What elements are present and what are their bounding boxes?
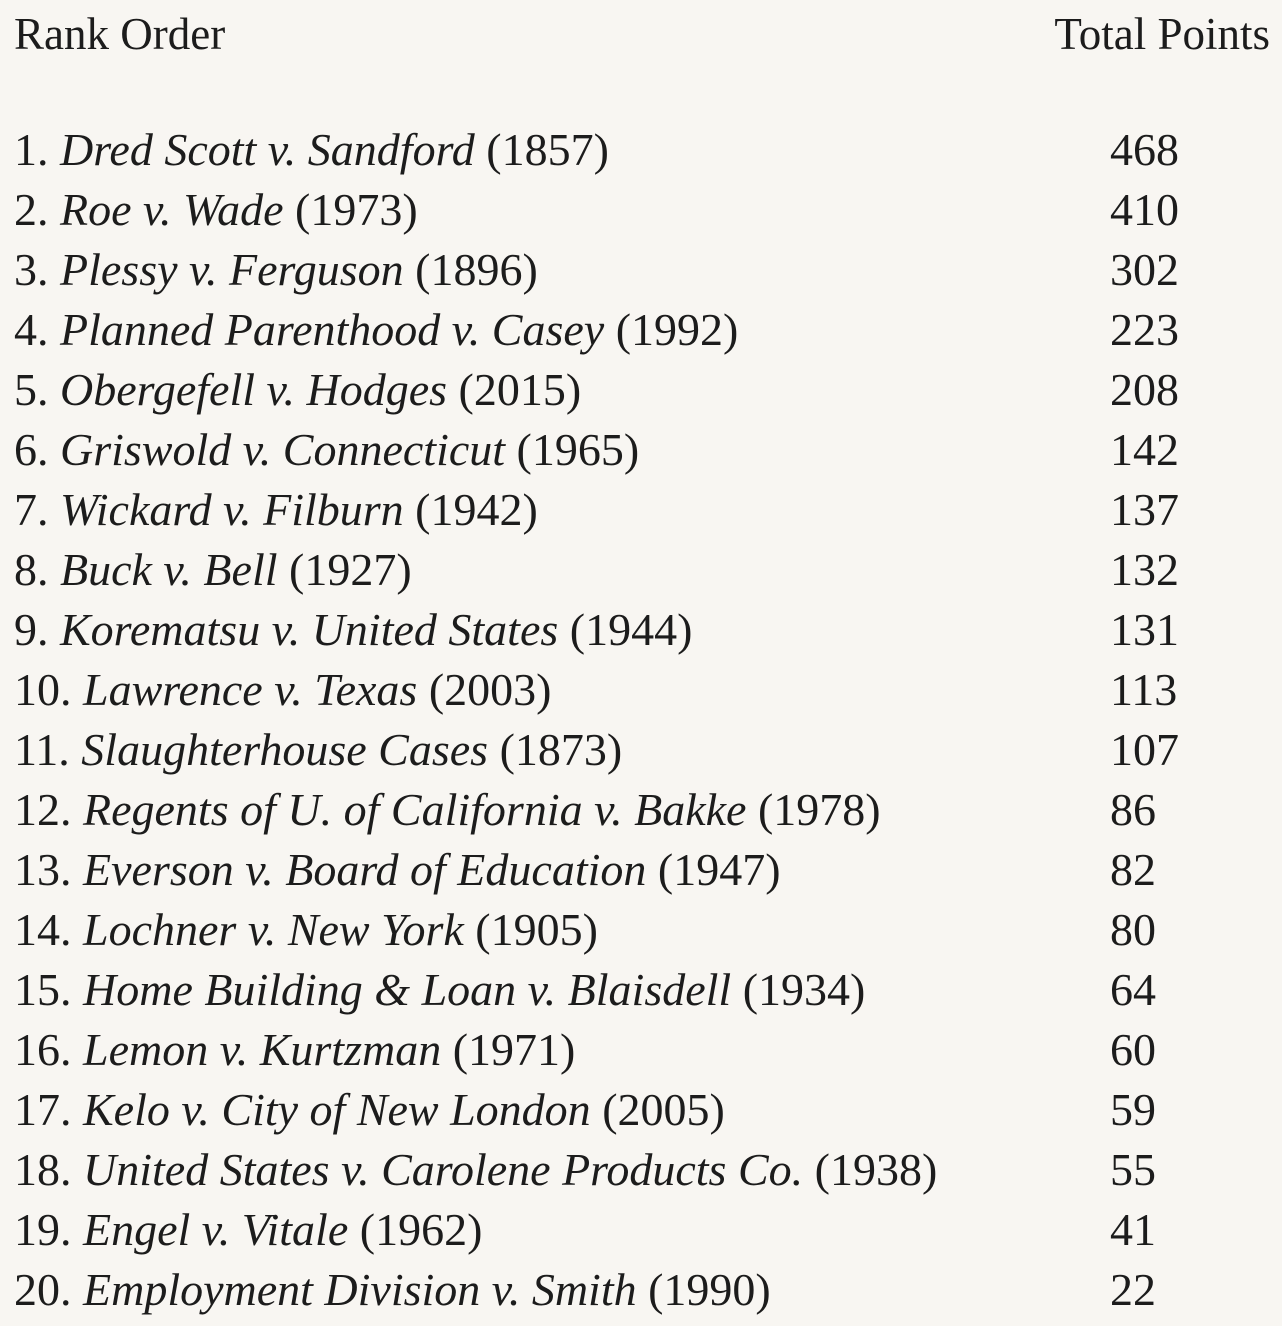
table-row [0,1260,1282,1320]
case-year: (1947) [657,844,781,895]
case-year: (1873) [499,724,623,775]
case-name: Planned Parenthood v. Casey [60,304,605,355]
table-row [0,120,1282,180]
case-entry [14,300,738,360]
table-row [0,360,1282,420]
rank-number: 7. [14,484,49,535]
case-entry [14,540,412,600]
case-entry [14,780,881,840]
case-name: Obergefell v. Hodges [60,364,448,415]
rank-number: 8. [14,544,49,595]
table-row [0,300,1282,360]
total-points-value: 22 [1110,1264,1156,1315]
rank-number: 18. [14,1144,72,1195]
total-points-value: 132 [1110,544,1179,595]
rank-number: 10. [14,664,72,715]
table-row [0,660,1282,720]
case-year: (1962) [359,1204,483,1255]
rank-number: 4. [14,304,49,355]
rank-number: 16. [14,1024,72,1075]
case-entry [14,1080,725,1140]
rank-number: 19. [14,1204,72,1255]
total-points-value: 59 [1110,1084,1156,1135]
rank-number: 11. [14,724,70,775]
case-year: (1942) [415,484,538,535]
total-points-value: 131 [1110,604,1179,655]
case-entry [14,960,865,1020]
case-year: (1965) [516,424,640,475]
case-year: (1973) [295,184,418,235]
total-points-value: 468 [1110,124,1179,175]
case-name: Lawrence v. Texas [83,664,418,715]
rank-number: 2. [14,184,49,235]
case-entry [14,900,598,960]
case-name: Lemon v. Kurtzman [83,1024,442,1075]
case-entry [14,120,609,180]
case-entry [14,180,418,240]
rank-number: 15. [14,964,72,1015]
rank-number: 14. [14,904,72,955]
case-entry [14,600,692,660]
case-year: (1896) [415,244,538,295]
case-name: Everson v. Board of Education [83,844,647,895]
case-entry [14,720,622,780]
case-year: (1927) [289,544,412,595]
rank-number: 6. [14,424,49,475]
case-year: (1905) [475,904,598,955]
table-row [0,1080,1282,1140]
case-name: Regents of U. of California v. Bakke [83,784,747,835]
total-points-value: 55 [1110,1144,1156,1195]
table-row [0,420,1282,480]
case-year: (1971) [452,1024,576,1075]
case-name: Korematsu v. United States [60,604,559,655]
case-year: (1992) [615,304,739,355]
case-name: Slaughterhouse Cases [81,724,489,775]
case-entry [14,360,581,420]
total-points-value: 80 [1110,904,1156,955]
total-points-value: 86 [1110,784,1156,835]
table-row [0,1200,1282,1260]
case-year: (2003) [428,664,552,715]
case-entry [14,1200,482,1260]
case-year: (1990) [648,1264,771,1315]
case-name: Lochner v. New York [83,904,464,955]
case-year: (1857) [486,124,609,175]
rank-number: 5. [14,364,49,415]
table-row [0,840,1282,900]
total-points-value: 113 [1110,664,1178,715]
table-row [0,180,1282,240]
total-points-value: 82 [1110,844,1156,895]
case-name: Engel v. Vitale [83,1204,349,1255]
total-points-value: 41 [1110,1204,1156,1255]
table-row [0,720,1282,780]
ranked-case-list [0,120,1282,1320]
table-row [0,960,1282,1020]
total-points-value: 107 [1110,724,1179,775]
case-name: Buck v. Bell [60,544,278,595]
case-year: (1978) [757,784,881,835]
table-row [0,900,1282,960]
case-year: (1934) [742,964,866,1015]
case-year: (2005) [602,1084,725,1135]
case-entry [14,1020,575,1080]
case-entry [14,660,551,720]
table-row [0,240,1282,300]
total-points-value: 410 [1110,184,1179,235]
table-row [0,780,1282,840]
case-entry [14,420,639,480]
rank-number: 9. [14,604,49,655]
case-name: Griswold v. Connecticut [60,424,506,475]
rank-number: 13. [14,844,72,895]
total-points-value: 302 [1110,244,1179,295]
case-name: Roe v. Wade [60,184,284,235]
table-row [0,1140,1282,1200]
case-year: (2015) [458,364,582,415]
case-name: Plessy v. Ferguson [60,244,404,295]
rank-number: 12. [14,784,72,835]
case-name: Wickard v. Filburn [60,484,404,535]
total-points-value: 208 [1110,364,1179,415]
rank-number: 3. [14,244,49,295]
case-name: Employment Division v. Smith [83,1264,637,1315]
total-points-heading: Total Points [1054,9,1270,59]
case-year: (1938) [814,1144,938,1195]
rank-number: 20. [14,1264,72,1315]
total-points-value: 60 [1110,1024,1156,1075]
case-name: Dred Scott v. Sandford [60,124,475,175]
table-row [0,1020,1282,1080]
table-header [0,6,1282,66]
case-entry [14,1260,771,1320]
table-row [0,480,1282,540]
rank-number: 17. [14,1084,72,1135]
rank-number: 1. [14,124,49,175]
rank-order-heading: Rank Order [14,9,226,59]
table-row [0,540,1282,600]
case-name: Kelo v. City of New London [83,1084,591,1135]
total-points-value: 64 [1110,964,1156,1015]
case-entry [14,1140,937,1200]
total-points-value: 137 [1110,484,1179,535]
case-entry [14,480,538,540]
case-name: Home Building & Loan v. Blaisdell [83,964,732,1015]
total-points-value: 142 [1110,424,1179,475]
total-points-value: 223 [1110,304,1179,355]
case-entry [14,240,538,300]
case-year: (1944) [569,604,693,655]
table-row [0,600,1282,660]
case-name: United States v. Carolene Products Co. [83,1144,804,1195]
case-entry [14,840,781,900]
